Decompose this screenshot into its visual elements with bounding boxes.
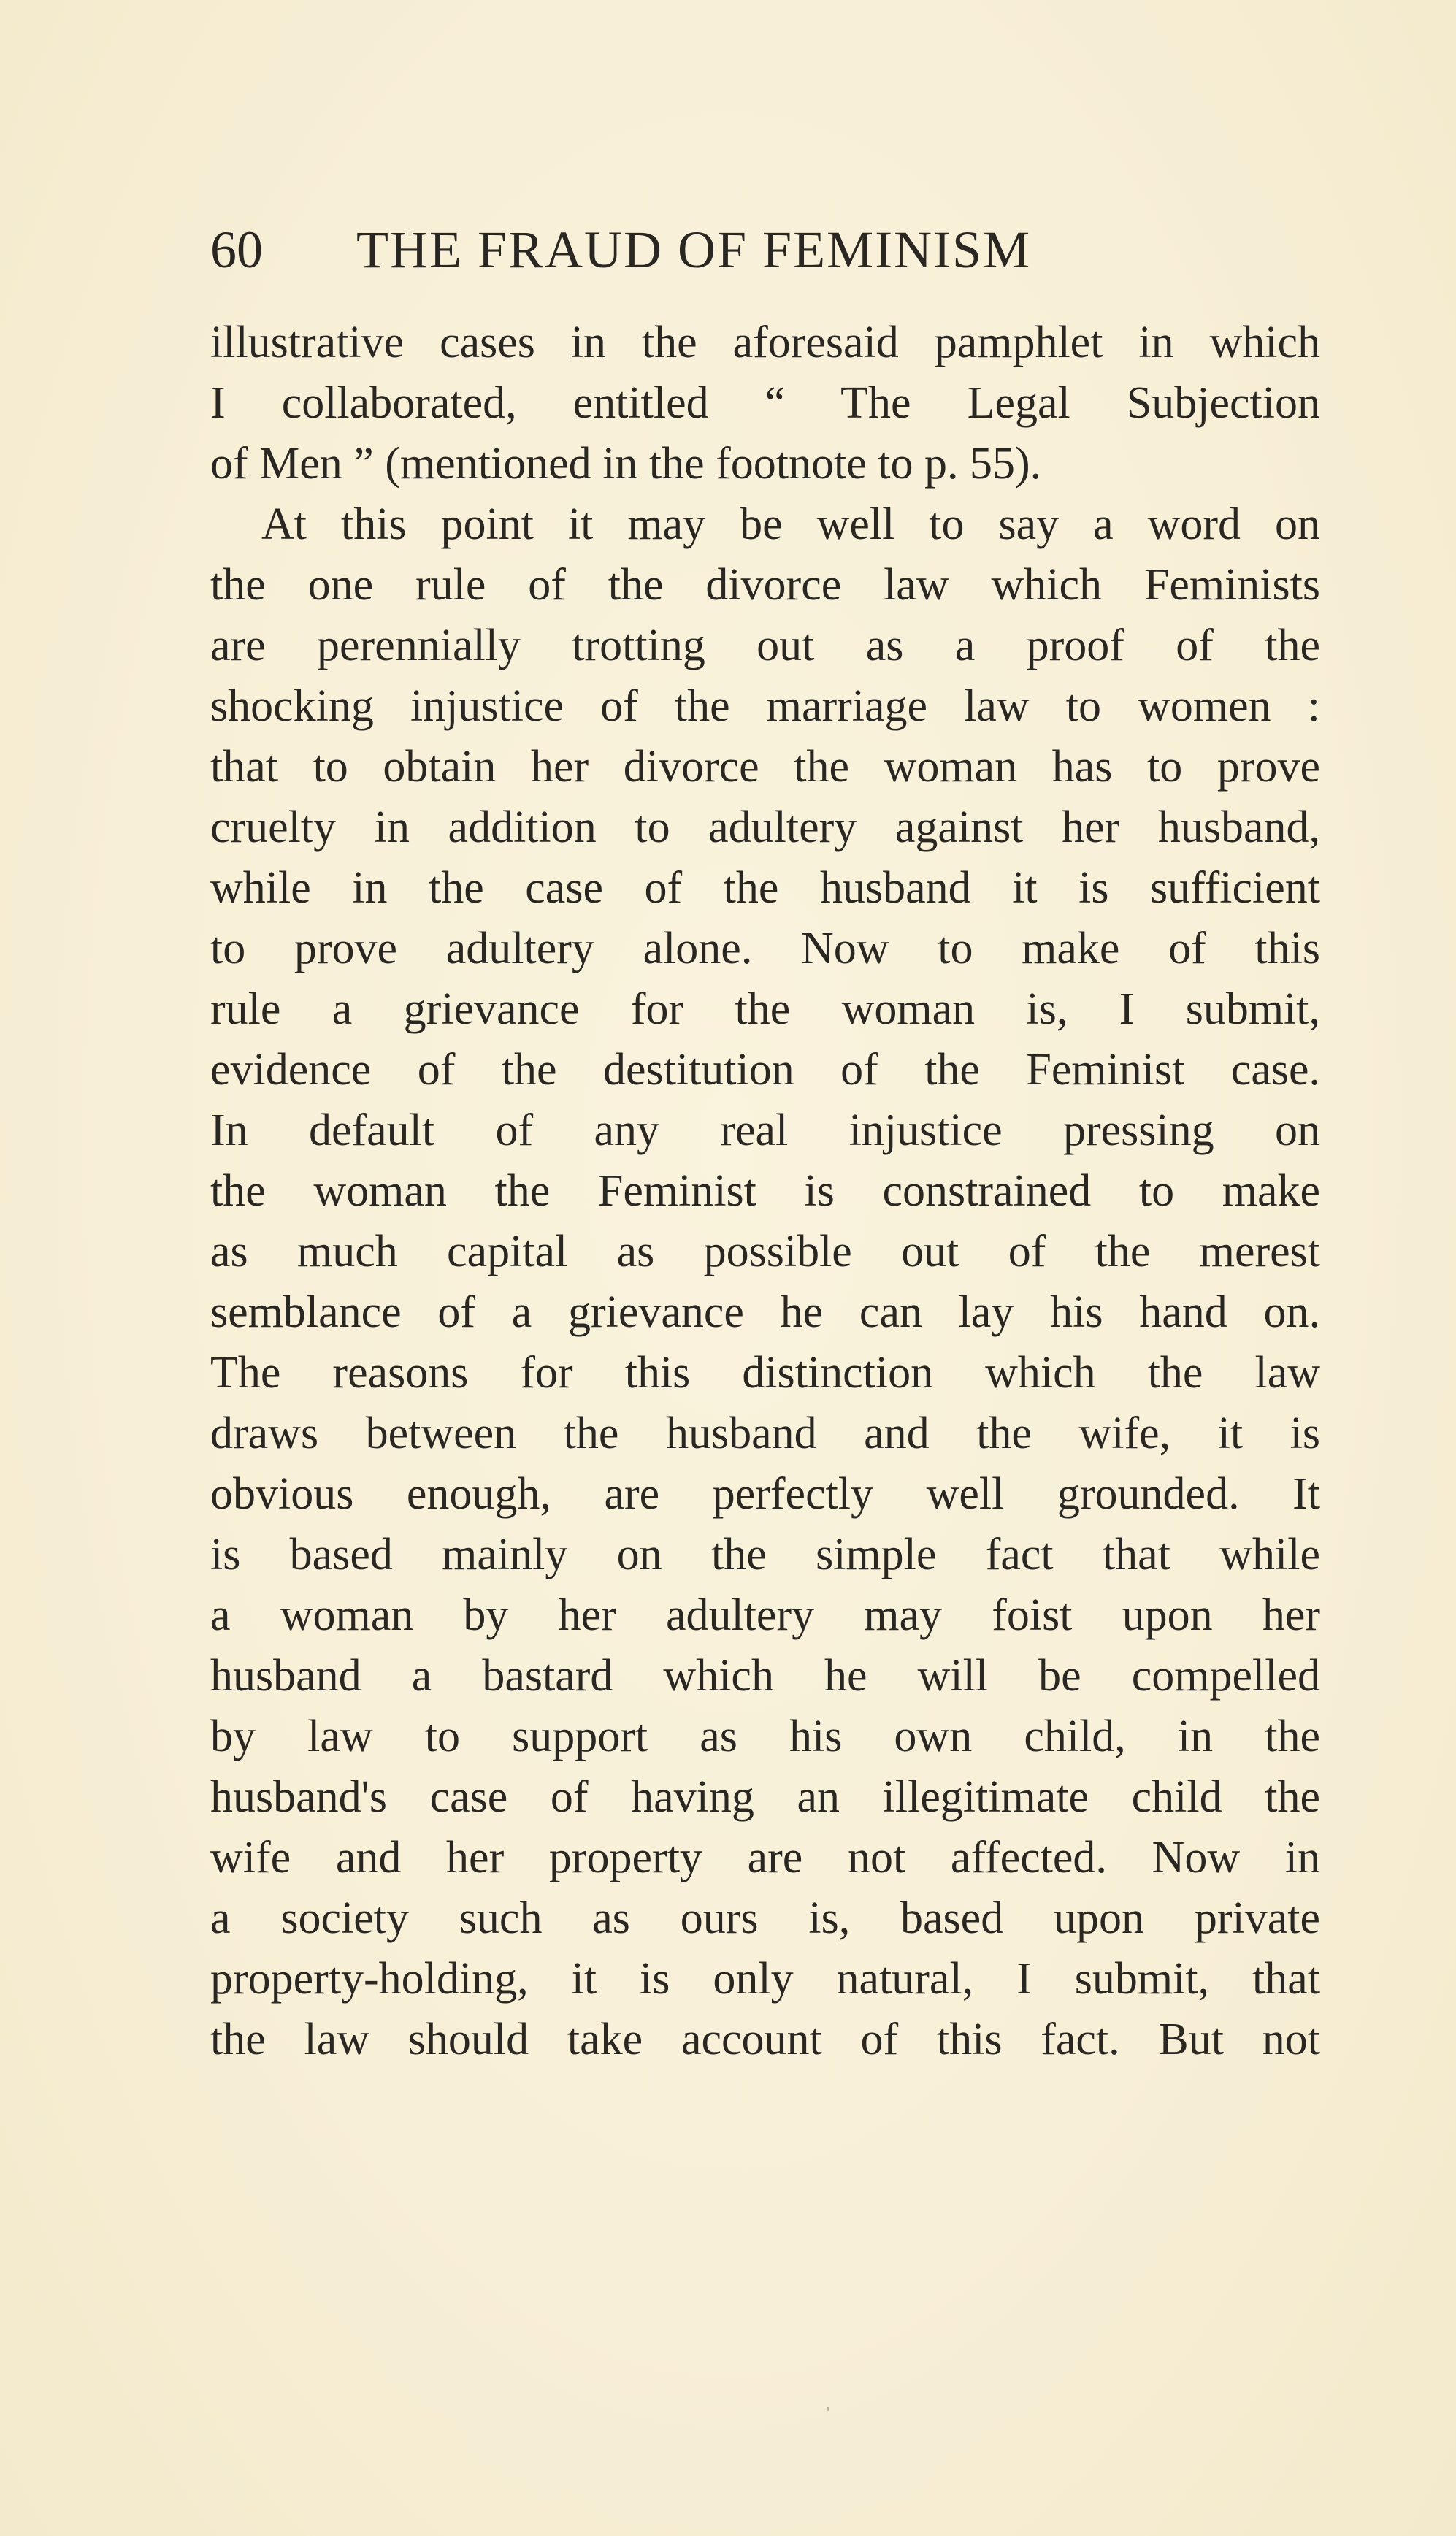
text-line: I collaborated, entitled “ The Legal Subjection: [210, 378, 1320, 428]
text-line: a society such as ours is, based upon private: [210, 1893, 1320, 1943]
text-line: wife and her property are not affected. Now in: [210, 1833, 1320, 1882]
paragraph-2: [210, 494, 1320, 2070]
text-line: semblance of a grievance he can lay his hand on.: [210, 1287, 1320, 1337]
text-line: husband's case of having an illegitimate child the: [210, 1772, 1320, 1822]
text-line: The reasons for this distinction which the law: [210, 1348, 1320, 1398]
text-line: are perennially trotting out as a proof of the: [210, 621, 1320, 670]
text-line: property-holding, it is only natural, I submit, that: [210, 1954, 1320, 2004]
paper-speck: [827, 2407, 829, 2411]
text-line: a woman by her adultery may foist upon her: [210, 1590, 1320, 1640]
text-line: rule a grievance for the woman is, I submit,: [210, 984, 1320, 1034]
text-line: as much capital as possible out of the merest: [210, 1227, 1320, 1276]
text-line: In default of any real injustice pressing on: [210, 1106, 1320, 1155]
text-line: the one rule of the divorce law which Feminists: [210, 560, 1320, 610]
text-line: the law should take account of this fact. But not: [210, 2015, 1320, 2064]
text-line: the woman the Feminist is constrained to make: [210, 1166, 1320, 1216]
text-line: shocking injustice of the marriage law to women :: [210, 681, 1320, 731]
text-line: to prove adultery alone. Now to make of this: [210, 924, 1320, 973]
text-line: while in the case of the husband it is sufficient: [210, 863, 1320, 913]
body-text: [210, 313, 1320, 2070]
page-header: [210, 213, 1320, 286]
text-line: husband a bastard which he will be compelled: [210, 1651, 1320, 1701]
text-line: that to obtain her divorce the woman has to prove: [210, 742, 1320, 792]
text-line: of Men ” (mentioned in the footnote to p. 55).: [210, 439, 1042, 489]
text-line: illustrative cases in the aforesaid pamphlet in which: [210, 318, 1320, 367]
page-number: 60: [210, 221, 263, 279]
text-line: by law to support as his own child, in the: [210, 1712, 1320, 1761]
text-line: obvious enough, are perfectly well grounded. It: [210, 1469, 1320, 1519]
text-line: is based mainly on the simple fact that while: [210, 1530, 1320, 1579]
running-title: THE FRAUD OF FEMINISM: [356, 221, 1032, 279]
text-line: At this point it may be well to say a word on: [261, 499, 1320, 549]
text-line: draws between the husband and the wife, it is: [210, 1409, 1320, 1458]
paragraph-1: [210, 313, 1320, 494]
text-line: cruelty in addition to adultery against her husband,: [210, 802, 1320, 852]
text-line: evidence of the destitution of the Feminist case.: [210, 1045, 1320, 1095]
